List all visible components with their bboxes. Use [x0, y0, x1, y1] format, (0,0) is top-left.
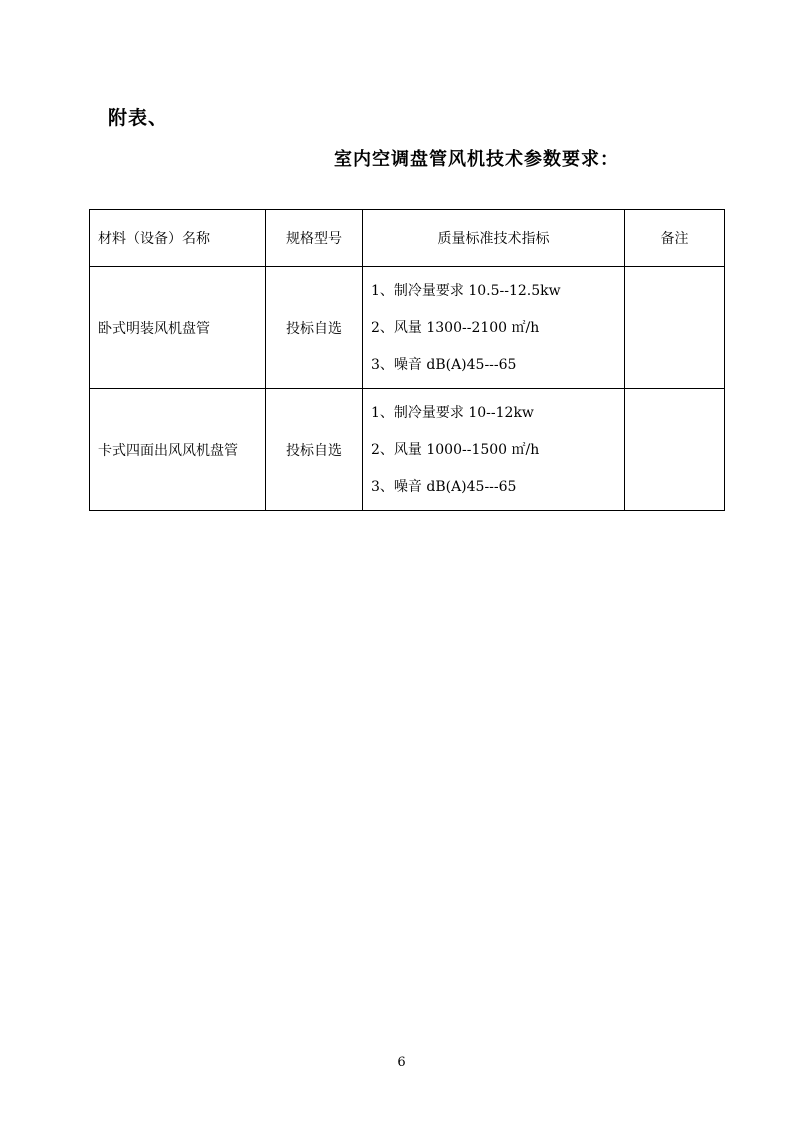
row-model: 投标自选 [266, 267, 363, 389]
row-material-name: 卡式四面出风风机盘管 [90, 389, 266, 511]
table-row [90, 389, 725, 511]
row-model: 投标自选 [266, 389, 363, 511]
indicator-cooling: 1、制冷量要求 10.5--12.5kw [371, 283, 561, 299]
spec-table [89, 209, 725, 511]
header-remark: 备注 [625, 210, 725, 267]
indicator-cooling: 1、制冷量要求 10--12kw [371, 405, 534, 421]
header-quality-indicators: 质量标准技术指标 [363, 210, 625, 267]
header-material-name: 材料（设备）名称 [90, 210, 266, 267]
table-header-row [90, 210, 725, 267]
header-model: 规格型号 [266, 210, 363, 267]
row-remark [625, 389, 725, 511]
indicator-noise: 3、噪音 dB(A)45---65 [371, 479, 517, 495]
indicator-noise: 3、噪音 dB(A)45---65 [371, 357, 517, 373]
row-indicators [363, 389, 625, 511]
row-remark [625, 267, 725, 389]
page-number: 6 [397, 1055, 406, 1070]
table-row [90, 267, 725, 389]
indicator-airflow: 2、风量 1300--2100 ㎡/h [371, 320, 540, 336]
row-indicators [363, 267, 625, 389]
appendix-heading: 附表、 [108, 107, 169, 129]
row-material-name: 卧式明装风机盘管 [90, 267, 266, 389]
document-title: 室内空调盘管风机技术参数要求： [334, 149, 619, 170]
indicator-airflow: 2、风量 1000--1500 ㎡/h [371, 442, 540, 458]
